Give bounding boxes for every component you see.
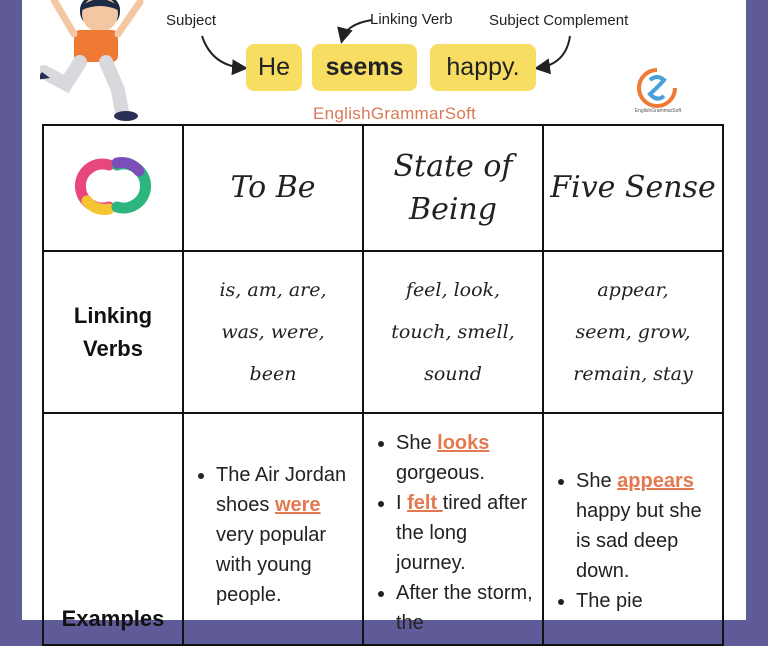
brand-logo-caption: EnglishGrammarSoft <box>634 108 682 114</box>
examples-heading: Examples <box>61 606 165 631</box>
example-item: • After the storm, the <box>396 578 538 638</box>
sense-line: remain, stay <box>573 363 693 385</box>
header-state-of-being <box>363 125 543 251</box>
header-to-be-text: To Be <box>230 170 316 206</box>
header-logo-cell <box>43 125 183 251</box>
subject-complement-label: Subject Complement <box>489 12 629 29</box>
header-state-line2: Being <box>409 192 497 227</box>
subject-label: Subject <box>166 12 217 29</box>
row-heading-line1: Linking <box>73 303 153 328</box>
linking-verbs-table <box>42 124 724 646</box>
state-line: sound <box>424 363 482 385</box>
sense-verbs-cell <box>543 251 723 413</box>
complement-chip: happy. <box>430 44 536 91</box>
example-item: • She appears happy but she is sad deep down. <box>576 466 718 586</box>
example-verb: were <box>274 494 321 516</box>
linking-verb-label: Linking Verb <box>370 11 453 28</box>
header-to-be <box>183 125 363 251</box>
to-be-line: was, were, <box>221 321 325 343</box>
to-be-verbs-cell <box>183 251 363 413</box>
brand-name: EnglishGrammarSoft <box>313 104 477 123</box>
header-state-line1: State of <box>393 148 513 184</box>
state-line: touch, smell, <box>391 321 515 343</box>
brand-logo-icon <box>632 66 682 110</box>
to-be-example-cell <box>183 413 363 645</box>
subject-chip: He <box>246 44 302 91</box>
infographic-sheet <box>22 0 746 634</box>
sense-line: seem, grow, <box>575 321 691 343</box>
example-verb: appears <box>617 470 694 492</box>
to-be-line: been <box>249 363 297 385</box>
sense-line: appear, <box>597 279 669 301</box>
row-heading-linking-verbs <box>43 251 183 413</box>
link-logo-icon <box>65 151 161 221</box>
verb-chip: seems <box>312 44 417 91</box>
brand-logo <box>632 66 682 118</box>
state-verbs-cell <box>363 251 543 413</box>
example-item: • The Air Jordan shoes were very popular with young people. <box>216 460 358 610</box>
example-item: • I felt tired after the long journey. <box>396 488 538 578</box>
to-be-line: is, am, are, <box>219 279 327 301</box>
row-heading-line2: Verbs <box>83 336 143 361</box>
example-item: • She looks gorgeous. <box>396 428 538 488</box>
header-five-sense-text: Five Sense <box>550 170 716 206</box>
header-five-sense <box>543 125 723 251</box>
state-example-cell <box>363 413 543 645</box>
state-line: feel, look, <box>405 279 501 301</box>
example-verb: looks <box>437 432 490 454</box>
sense-example-cell <box>543 413 723 645</box>
example-item: • The pie <box>576 586 718 616</box>
row-heading-examples <box>43 413 183 645</box>
example-verb: felt <box>407 492 443 514</box>
